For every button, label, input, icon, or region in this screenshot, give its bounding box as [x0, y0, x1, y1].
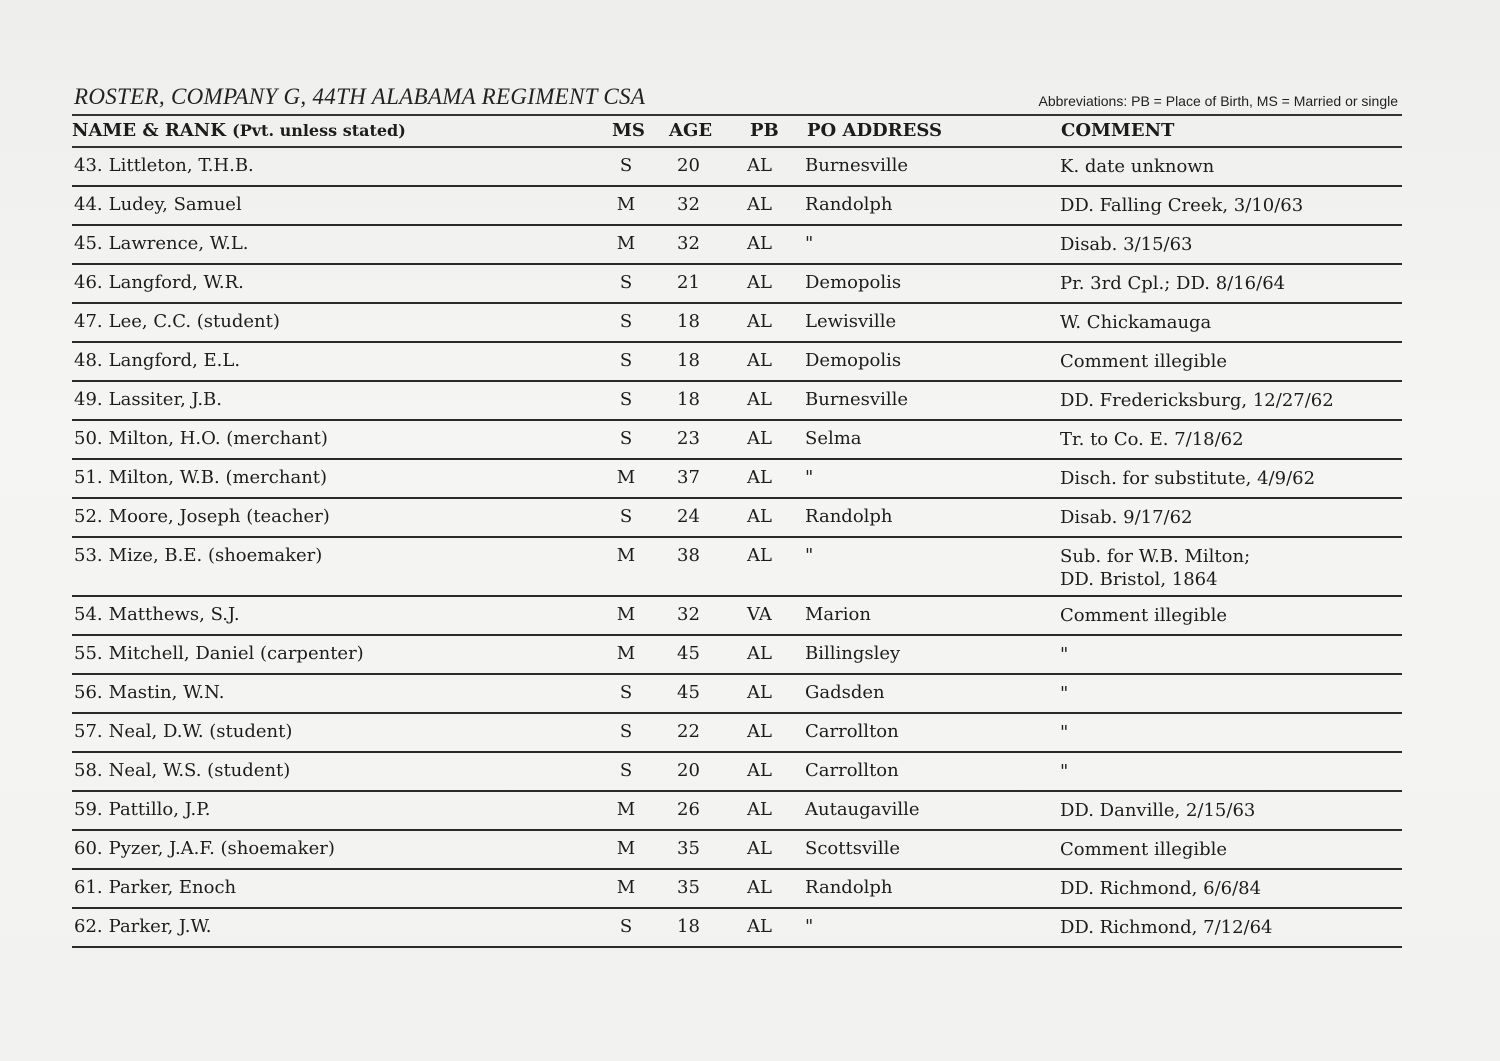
soldier-name-cell [74, 760, 290, 781]
comment-cell [1060, 428, 1244, 451]
roster-page [72, 84, 1402, 948]
age: 32 [677, 233, 700, 254]
age: 21 [677, 272, 700, 293]
table-row [72, 265, 1402, 304]
comment-cell [1060, 545, 1250, 591]
abbreviations-note: Abbreviations: PB = Place of Birth, MS = Married or single [1038, 93, 1398, 109]
po-address: " [805, 545, 814, 566]
soldier-name: Littleton, T.H.B. [108, 155, 254, 176]
soldier-name-cell [74, 682, 224, 703]
age: 20 [677, 155, 700, 176]
soldier-name-cell [74, 155, 254, 176]
header-ms: MS [612, 120, 645, 141]
po-address: Burnesville [805, 389, 908, 410]
marital-status: M [616, 799, 636, 820]
header-name-label: NAME & RANK [72, 120, 226, 141]
row-number: 60. [74, 838, 103, 859]
age: 26 [677, 799, 700, 820]
marital-status: S [619, 311, 633, 332]
comment-cell [1060, 721, 1068, 744]
marital-status: S [619, 721, 633, 742]
po-address: " [805, 467, 814, 488]
soldier-name-cell [74, 194, 242, 215]
age: 45 [677, 643, 700, 664]
comment: DD. Danville, 2/15/63 [1060, 800, 1256, 821]
po-address: Randolph [805, 194, 893, 215]
soldier-name-cell [74, 643, 364, 664]
soldier-name: Langford, W.R. [108, 272, 244, 293]
row-number: 43. [74, 155, 103, 176]
table-row [72, 870, 1402, 909]
marital-status: M [616, 604, 636, 625]
po-address: Randolph [805, 877, 893, 898]
place-of-birth: AL [747, 428, 772, 449]
soldier-name: Lassiter, J.B. [108, 389, 223, 410]
age: 37 [677, 467, 700, 488]
header-po-address: PO ADDRESS [807, 120, 942, 141]
soldier-name: Neal, D.W. (student) [108, 721, 293, 742]
comment: Comment illegible [1060, 839, 1228, 860]
age: 18 [677, 916, 700, 937]
table-row [72, 831, 1402, 870]
soldier-name: Lee, C.C. (student) [108, 311, 280, 332]
comment: " [1060, 683, 1069, 704]
comment: " [1060, 644, 1069, 665]
soldier-name: Langford, E.L. [108, 350, 241, 371]
row-number: 55. [74, 643, 103, 664]
marital-status: M [616, 233, 636, 254]
soldier-name: Neal, W.S. (student) [108, 760, 291, 781]
comment: Comment illegible [1060, 605, 1228, 626]
place-of-birth: AL [747, 389, 772, 410]
place-of-birth: AL [747, 194, 772, 215]
place-of-birth: AL [747, 233, 772, 254]
comment-cell [1060, 838, 1227, 861]
comment-line-2: DD. Bristol, 1864 [1060, 569, 1218, 590]
comment: Disch. for substitute, 4/9/62 [1060, 468, 1316, 489]
soldier-name: Parker, J.W. [108, 916, 212, 937]
row-number: 62. [74, 916, 103, 937]
po-address: Carrollton [805, 760, 899, 781]
comment-cell [1060, 916, 1273, 939]
row-number: 48. [74, 350, 103, 371]
row-number: 52. [74, 506, 103, 527]
place-of-birth: AL [747, 682, 772, 703]
soldier-name: Matthews, S.J. [108, 604, 240, 625]
marital-status: M [616, 643, 636, 664]
age: 20 [677, 760, 700, 781]
soldier-name-cell [74, 233, 249, 254]
marital-status: S [619, 916, 633, 937]
comment: DD. Richmond, 7/12/64 [1060, 917, 1273, 938]
marital-status: S [619, 682, 633, 703]
marital-status: S [619, 428, 633, 449]
age: 18 [677, 389, 700, 410]
soldier-name: Moore, Joseph (teacher) [108, 506, 330, 527]
soldier-name-cell [74, 604, 240, 625]
marital-status: S [619, 272, 633, 293]
place-of-birth: AL [747, 545, 772, 566]
soldier-name: Parker, Enoch [108, 877, 237, 898]
table-row [72, 343, 1402, 382]
marital-status: M [616, 877, 636, 898]
marital-status: M [616, 467, 636, 488]
table-row [72, 382, 1402, 421]
title-row [72, 84, 1402, 114]
po-address: Lewisville [805, 311, 897, 332]
age: 35 [677, 877, 700, 898]
table-row [72, 909, 1402, 948]
header-age: AGE [669, 120, 713, 141]
soldier-name-cell [74, 311, 280, 332]
age: 38 [677, 545, 700, 566]
comment: Disab. 9/17/62 [1060, 507, 1193, 528]
comment: W. Chickamauga [1060, 312, 1212, 333]
age: 45 [677, 682, 700, 703]
row-number: 45. [74, 233, 103, 254]
table-header [72, 116, 1402, 146]
row-number: 47. [74, 311, 103, 332]
row-number: 58. [74, 760, 103, 781]
table-row [72, 187, 1402, 226]
age: 18 [677, 350, 700, 371]
comment: DD. Fredericksburg, 12/27/62 [1060, 390, 1334, 411]
row-number: 50. [74, 428, 103, 449]
row-number: 54. [74, 604, 103, 625]
soldier-name: Mize, B.E. (shoemaker) [108, 545, 323, 566]
comment-cell [1060, 194, 1303, 217]
comment-cell [1060, 799, 1255, 822]
row-number: 56. [74, 682, 103, 703]
soldier-name-cell [74, 838, 335, 859]
table-row [72, 538, 1402, 597]
comment-cell [1060, 604, 1227, 627]
soldier-name-cell [74, 799, 210, 820]
soldier-name: Mitchell, Daniel (carpenter) [108, 643, 364, 664]
place-of-birth: AL [747, 838, 772, 859]
comment-cell [1060, 311, 1211, 334]
place-of-birth: AL [747, 350, 772, 371]
table-row [72, 499, 1402, 538]
comment: Sub. for W.B. Milton; [1060, 546, 1251, 567]
soldier-name-cell [74, 721, 292, 742]
table-row [72, 421, 1402, 460]
comment: K. date unknown [1060, 156, 1215, 177]
place-of-birth: AL [747, 877, 772, 898]
age: 32 [677, 604, 700, 625]
po-address: Marion [805, 604, 871, 625]
soldier-name: Pyzer, J.A.F. (shoemaker) [108, 838, 335, 859]
marital-status: M [616, 545, 636, 566]
age: 22 [677, 721, 700, 742]
marital-status: S [619, 760, 633, 781]
place-of-birth: AL [747, 916, 772, 937]
comment-cell [1060, 682, 1068, 705]
table-row [72, 304, 1402, 343]
comment: Disab. 3/15/63 [1060, 234, 1193, 255]
soldier-name-cell [74, 428, 328, 449]
comment: DD. Richmond, 6/6/84 [1060, 878, 1262, 899]
place-of-birth: AL [747, 311, 772, 332]
table-row [72, 636, 1402, 675]
row-number: 51. [74, 467, 103, 488]
page-title: ROSTER, COMPANY G, 44TH ALABAMA REGIMENT CSA [74, 84, 646, 109]
row-number: 49. [74, 389, 103, 410]
place-of-birth: AL [747, 467, 772, 488]
comment-cell [1060, 233, 1193, 256]
place-of-birth: AL [747, 643, 772, 664]
po-address: Billingsley [805, 643, 901, 664]
comment-cell [1060, 643, 1068, 666]
po-address: Scottsville [805, 838, 901, 859]
marital-status: M [616, 194, 636, 215]
soldier-name: Lawrence, W.L. [108, 233, 249, 254]
marital-status: S [619, 155, 633, 176]
place-of-birth: VA [747, 604, 772, 625]
soldier-name: Milton, H.O. (merchant) [108, 428, 328, 449]
marital-status: M [616, 838, 636, 859]
age: 18 [677, 311, 700, 332]
row-number: 46. [74, 272, 103, 293]
place-of-birth: AL [747, 799, 772, 820]
header-comment: COMMENT [1061, 120, 1175, 141]
comment-cell [1060, 467, 1315, 490]
row-number: 59. [74, 799, 103, 820]
place-of-birth: AL [747, 272, 772, 293]
age: 23 [677, 428, 700, 449]
row-number: 44. [74, 194, 103, 215]
po-address: Autaugaville [805, 799, 920, 820]
soldier-name: Ludey, Samuel [108, 194, 242, 215]
po-address: " [805, 233, 814, 254]
comment: DD. Falling Creek, 3/10/63 [1060, 195, 1304, 216]
po-address: Gadsden [805, 682, 885, 703]
soldier-name: Pattillo, J.P. [108, 799, 211, 820]
comment-cell [1060, 506, 1193, 529]
comment-cell [1060, 877, 1261, 900]
comment: Comment illegible [1060, 351, 1228, 372]
marital-status: S [619, 389, 633, 410]
comment-cell [1060, 350, 1227, 373]
age: 32 [677, 194, 700, 215]
po-address: Demopolis [805, 272, 902, 293]
roster-table-body [72, 148, 1402, 948]
table-row [72, 714, 1402, 753]
soldier-name-cell [74, 545, 322, 566]
table-row [72, 675, 1402, 714]
comment-cell [1060, 272, 1285, 295]
po-address: Burnesville [805, 155, 908, 176]
soldier-name-cell [74, 350, 240, 371]
soldier-name-cell [74, 916, 212, 937]
soldier-name-cell [74, 467, 327, 488]
po-address: Carrollton [805, 721, 899, 742]
table-row [72, 792, 1402, 831]
table-row [72, 148, 1402, 187]
age: 24 [677, 506, 700, 527]
header-pb: PB [750, 120, 779, 141]
comment-cell [1060, 760, 1068, 783]
table-row [72, 597, 1402, 636]
po-address: Randolph [805, 506, 893, 527]
marital-status: S [619, 350, 633, 371]
po-address: Demopolis [805, 350, 902, 371]
place-of-birth: AL [747, 721, 772, 742]
soldier-name: Milton, W.B. (merchant) [108, 467, 328, 488]
place-of-birth: AL [747, 506, 772, 527]
header-name-note: (Pvt. unless stated) [232, 121, 406, 140]
comment: " [1060, 761, 1069, 782]
comment-cell [1060, 389, 1334, 412]
row-number: 61. [74, 877, 103, 898]
soldier-name-cell [74, 272, 244, 293]
comment: Pr. 3rd Cpl.; DD. 8/16/64 [1060, 273, 1286, 294]
row-number: 53. [74, 545, 103, 566]
table-row [72, 460, 1402, 499]
place-of-birth: AL [747, 155, 772, 176]
soldier-name-cell [74, 877, 236, 898]
row-number: 57. [74, 721, 103, 742]
age: 35 [677, 838, 700, 859]
header-name [72, 120, 406, 141]
marital-status: S [619, 506, 633, 527]
po-address: " [805, 916, 814, 937]
place-of-birth: AL [747, 760, 772, 781]
soldier-name-cell [74, 389, 222, 410]
comment: " [1060, 722, 1069, 743]
comment-cell [1060, 155, 1214, 178]
table-row [72, 753, 1402, 792]
comment: Tr. to Co. E. 7/18/62 [1060, 429, 1244, 450]
soldier-name-cell [74, 506, 330, 527]
table-row [72, 226, 1402, 265]
po-address: Selma [805, 428, 862, 449]
soldier-name: Mastin, W.N. [108, 682, 225, 703]
